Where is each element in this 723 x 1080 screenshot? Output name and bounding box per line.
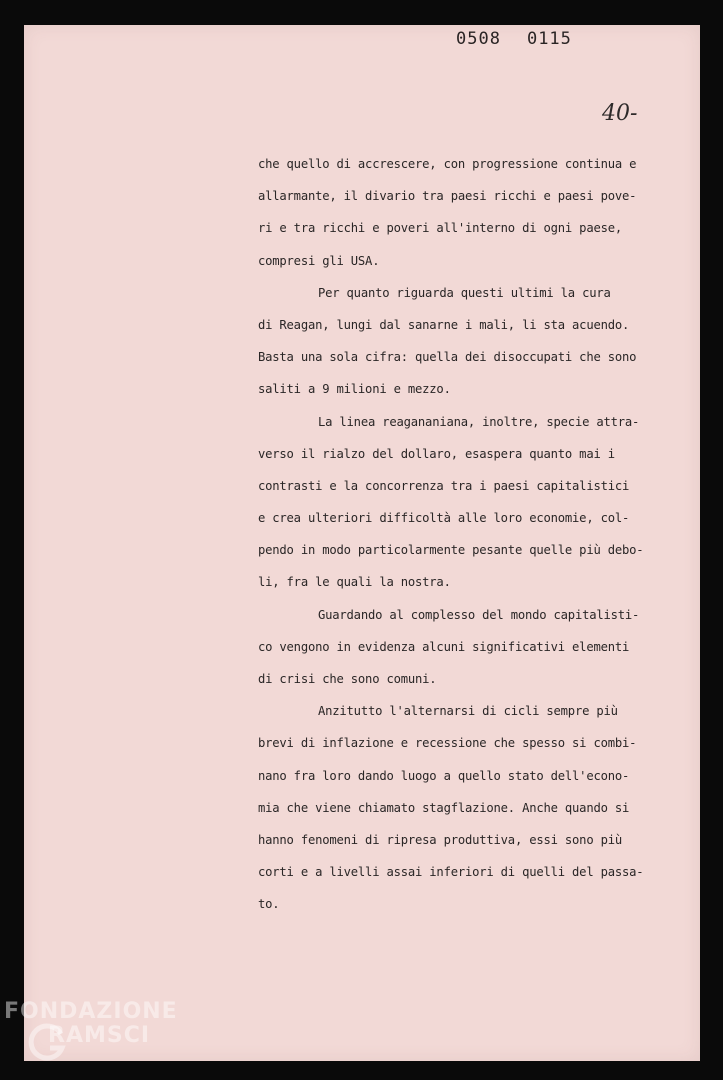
text-line: Anzitutto l'alternarsi di cicli sempre più	[318, 704, 618, 719]
watermark-line-2: RAMSCI	[48, 1023, 151, 1048]
text-line: li, fra le quali la nostra.	[258, 575, 451, 590]
gramsci-logo-icon	[28, 1022, 68, 1062]
text-line: Basta una sola cifra: quella dei disoccupati che sono	[258, 350, 637, 365]
text-line: to.	[258, 897, 280, 912]
text-line: mia che viene chiamato stagflazione. Anche quando si	[258, 800, 630, 815]
typewritten-text	[258, 148, 644, 921]
watermark-line-1: FONDAZIONE	[4, 999, 178, 1024]
text-line: di crisi che sono comuni.	[258, 672, 437, 686]
text-line: di Reagan, lungi dal sanarne i mali, li sta acuendo.	[258, 317, 630, 332]
text-line: compresi gli USA.	[258, 253, 380, 268]
archive-number-1: 0508	[456, 29, 501, 49]
text-line: nano fra loro dando luogo a quello stato dell'econo-	[258, 768, 630, 783]
archive-number-2: 0115	[526, 29, 572, 49]
document-page	[24, 25, 700, 1061]
text-line: co vengono in evidenza alcuni significativi elementi	[258, 639, 630, 654]
handwritten-page-number: 40-	[602, 101, 638, 126]
text-line: allarmante, il divario tra paesi ricchi e paesi pove-	[258, 189, 637, 204]
text-line: brevi di inflazione e recessione che spesso si combi-	[258, 736, 637, 751]
text-line: verso il rialzo del dollaro, esaspera quanto mai i	[258, 446, 615, 461]
archive-stamp	[456, 29, 598, 49]
text-line: corti e a livelli assai inferiori di quelli del passa-	[258, 865, 644, 880]
text-line: Per quanto riguarda questi ultimi la cura	[318, 285, 611, 300]
text-line: saliti a 9 milioni e mezzo.	[258, 382, 451, 397]
text-line: La linea reagananiana, inoltre, specie attra-	[318, 414, 640, 429]
text-line: contrasti e la concorrenza tra i paesi capitalistici	[258, 478, 630, 493]
text-line: pendo in modo particolarmente pesante quelle più debo-	[258, 543, 644, 558]
text-line: ri e tra ricchi e poveri all'interno di ogni paese,	[258, 221, 623, 236]
text-line: hanno fenomeni di ripresa produttiva, essi sono più	[258, 832, 623, 847]
text-line: e crea ulteriori difficoltà alle loro economie, col-	[258, 511, 630, 526]
text-line: Guardando al complesso del mondo capitalisti-	[318, 607, 640, 622]
text-line: che quello di accrescere, con progressione continua e	[258, 157, 637, 171]
